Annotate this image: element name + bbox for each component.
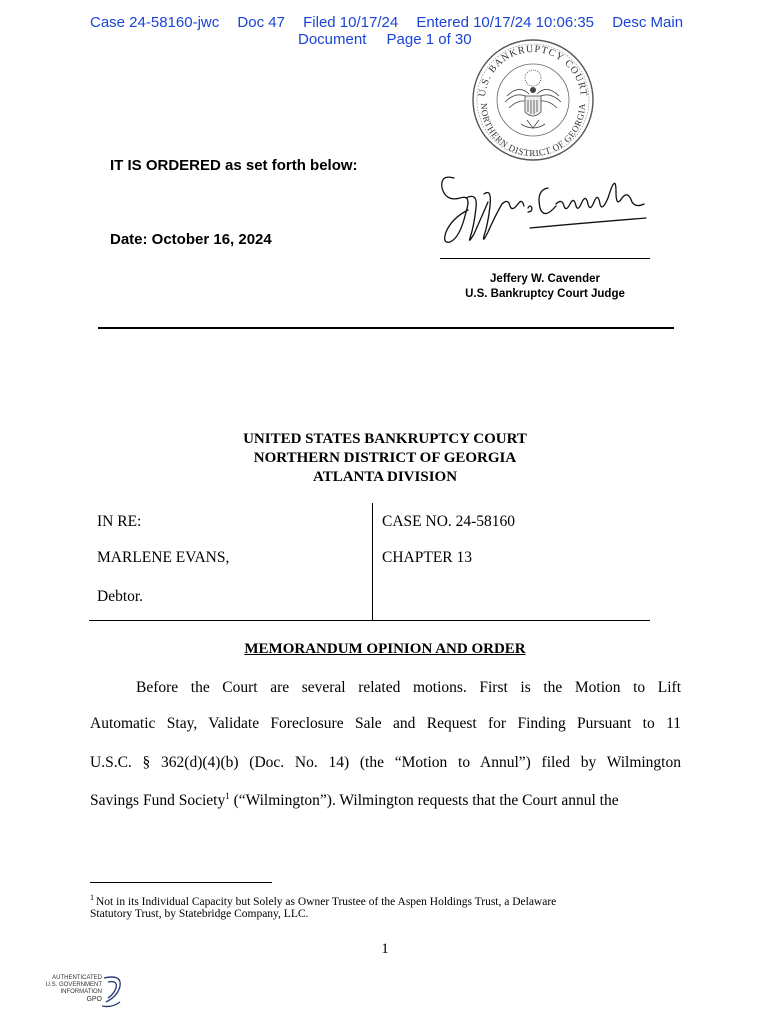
seal-text-top: U.S. BANKRUPTCY COURT [477,43,589,98]
order-divider [98,327,674,329]
body-line-4 [90,791,681,810]
header-entered: Entered 10/17/24 10:06:35 [416,14,595,31]
header-page: Page 1 of 30 [386,31,472,48]
gpo-line-4: GPO [86,996,102,1003]
header-doc: Doc 47 [237,14,285,31]
header-document: Document [298,31,367,48]
header-desc: Desc Main [612,14,684,31]
footnote-rule [90,882,272,883]
court-line-3: ATLANTA DIVISION [312,469,458,485]
body-line-4-start: Savings Fund Society [90,792,226,810]
caption-case-no: CASE NO. 24-58160 [382,513,516,530]
body-line-4-end: (“Wilmington”). Wilmington requests that the Court annul the [229,792,619,810]
judge-name: Jeffery W. Cavender [490,273,600,285]
seal-text-bottom: NORTHERN DISTRICT OF GEORGIA [478,102,588,159]
caption-chapter: CHAPTER 13 [382,549,472,566]
court-line-1: UNITED STATES BANKRUPTCY COURT [243,431,527,447]
signature-rule [440,258,650,259]
footnote-text-1: Not in its Individual Capacity but Solely as Owner Trustee of the Aspen Holdings Trust, a Delaware [96,895,557,908]
footnote-ref: 1 [225,791,230,801]
caption-in-re: IN RE: [97,513,142,530]
judge-title: U.S. Bankruptcy Court Judge [465,288,625,300]
gpo-eagle-icon [98,972,128,1012]
footnote-line-2: Statutory Trust, by Statebridge Company, LLC. [90,908,309,920]
caption-bottom-rule [89,620,650,621]
header-filed: Filed 10/17/24 [303,14,399,31]
header-case: Case 24-58160-jwc [90,14,220,31]
caption-debtor-name: MARLENE EVANS, [97,549,230,566]
gpo-line-2: U.S. GOVERNMENT [45,982,102,988]
footnote-line-1 [90,893,556,908]
gpo-line-1: AUTHENTICATED [52,975,102,981]
caption-debtor-label: Debtor. [97,588,144,605]
filing-header [90,14,683,31]
court-seal-icon [467,38,599,162]
court-heading [0,430,770,487]
filing-header-line2 [298,31,472,48]
body-line-2: Automatic Stay, Validate Foreclosure Sale and Request for Finding Pursuant to 11 [90,715,681,732]
body-line-3: U.S.C. § 362(d)(4)(b) (Doc. No. 14) (the “Motion to Annul”) filed by Wilmington [90,754,681,771]
judge-signature-icon [432,168,652,248]
order-date: Date: October 16, 2024 [110,231,272,248]
footnote-marker: 1 [90,893,94,902]
body-line-1: Before the Court are several related motions. First is the Motion to Lift [136,679,681,696]
court-line-2: NORTHERN DISTRICT OF GEORGIA [253,450,517,466]
opinion-title: MEMORANDUM OPINION AND ORDER [244,641,526,657]
gpo-line-3: INFORMATION [60,989,102,995]
caption-vertical-rule [372,503,373,620]
page-number: 1 [381,941,389,957]
ordered-statement: IT IS ORDERED as set forth below: [110,157,358,174]
